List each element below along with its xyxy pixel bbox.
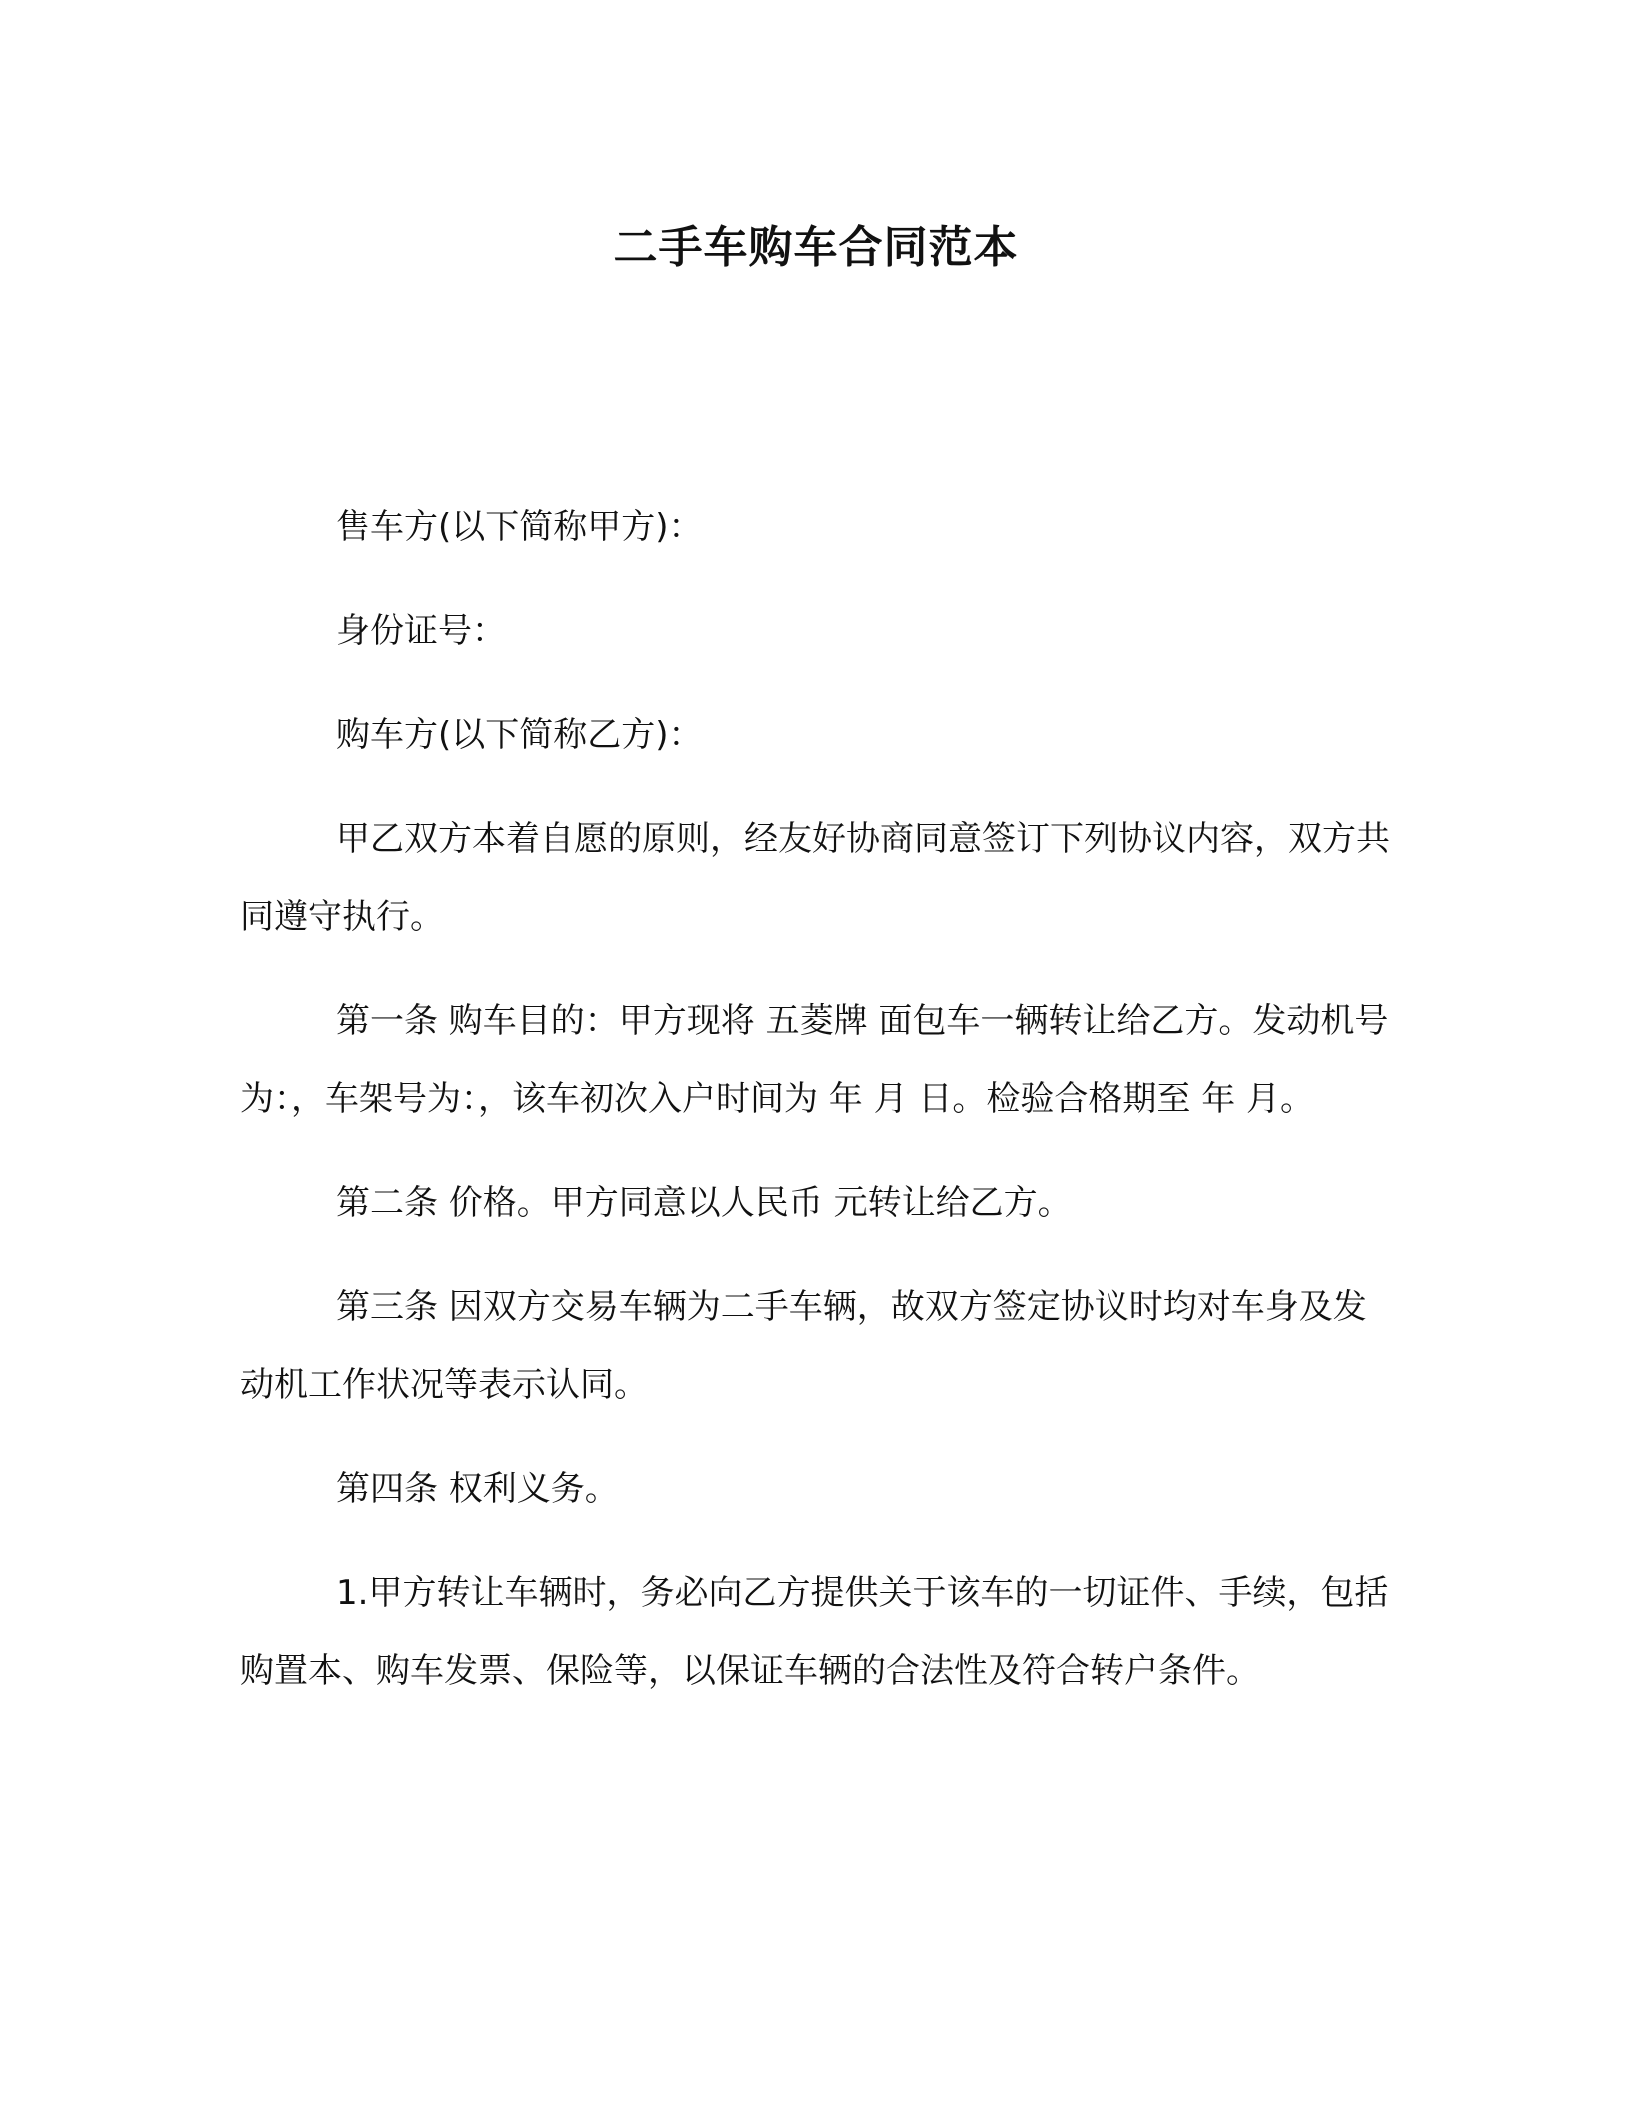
id-number-field-paragraph: 身份证号：: [336, 611, 506, 651]
article-3-paragraph: 第三条 因双方交易车辆为二手车辆，故双方签定协议时均对车身及发动机工作状况等表示认同。: [240, 1287, 1367, 1405]
article-2-paragraph: 第二条 价格。甲方同意以人民币 元转让给乙方。: [336, 1183, 1072, 1223]
article-4-item-1-paragraph: 1.甲方转让车辆时，务必向乙方提供关于该车的一切证件、手续，包括购置本、购车发票、保险等，以保证车辆的合法性及符合转户条件。: [240, 1573, 1389, 1691]
agreement-intro-paragraph: 甲乙双方本着自愿的原则，经友好协商同意签订下列协议内容，双方共同遵守执行。: [240, 819, 1390, 937]
article-1-paragraph: 第一条 购车目的：甲方现将 五菱牌 面包车一辆转让给乙方。发动机号为：，车架号为：，该车初次入户时间为 年 月 日。检验合格期至 年 月。: [240, 1001, 1389, 1119]
seller-field-paragraph: 售车方(以下简称甲方)：: [336, 507, 703, 547]
document-title: 二手车购车合同范本: [613, 222, 1019, 273]
article-4-paragraph: 第四条 权利义务。: [336, 1469, 619, 1509]
document-body: [240, 488, 1390, 1736]
buyer-field-paragraph: 购车方(以下简称乙方)：: [336, 715, 703, 755]
